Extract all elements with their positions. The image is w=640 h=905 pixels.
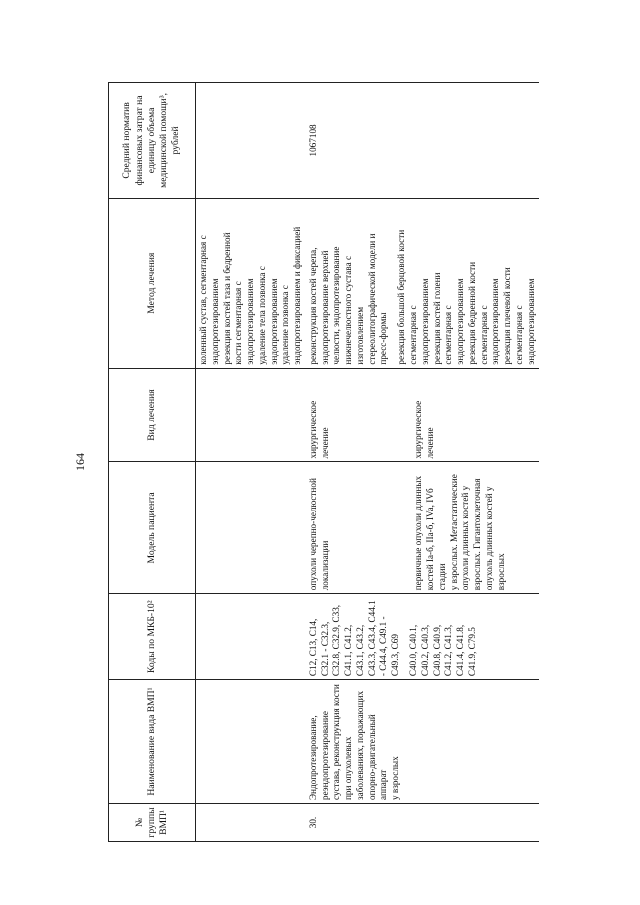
code-line: C40.0, C40.1, bbox=[408, 624, 419, 677]
method-line: реконструкция костей черепа, bbox=[307, 247, 318, 365]
code-line: C40.2, C40.3, bbox=[419, 624, 430, 677]
model-line: первичные опухоли длинных bbox=[413, 475, 424, 591]
method-line: эндопротезированием bbox=[490, 278, 501, 365]
method-line: сегментарная с bbox=[478, 305, 489, 365]
model-line: взрослых bbox=[495, 553, 506, 591]
codes-cell bbox=[306, 594, 540, 680]
code-line: C41.4, C41.8, bbox=[455, 624, 466, 677]
method-line: эндопротезированием bbox=[525, 278, 536, 365]
method-line: нижнечелюстного сустава с bbox=[343, 255, 354, 365]
model-line: костей Ia-б, IIa-б, IVa, IVб стадии bbox=[425, 488, 447, 591]
code-line: - C44.4, C49.1 - bbox=[378, 616, 389, 677]
method-line: сегментарная с bbox=[408, 305, 419, 365]
model-line: взрослых. Гигантоклеточная bbox=[472, 478, 483, 591]
code-line: C43.3, C43.4, C44.1 bbox=[366, 600, 377, 677]
method-cell bbox=[306, 198, 540, 368]
table-header-row bbox=[109, 83, 196, 842]
method-line: эндопротезированием bbox=[455, 278, 466, 365]
model-line: опухоль длинных костей у bbox=[484, 486, 495, 591]
model-line: у взрослых. Метастатические bbox=[448, 474, 459, 591]
model-cell bbox=[306, 462, 540, 594]
row-number: 30. bbox=[306, 804, 540, 842]
method-line: эндопротезированием bbox=[209, 278, 220, 365]
method-line: резекция костей таза и бедренной bbox=[221, 232, 232, 365]
method-line: эндопротезированием bbox=[268, 278, 279, 365]
row-name-cell bbox=[306, 680, 540, 804]
name-line: при опухолевых bbox=[343, 736, 354, 801]
method-line: эндопротезирование верхней bbox=[319, 250, 330, 365]
name-line: опорно-двигательный аппарат bbox=[366, 714, 389, 801]
table-row-30 bbox=[306, 83, 540, 842]
continuation-method-cell bbox=[196, 198, 306, 368]
code-line: C32.1 - C32.3, bbox=[319, 621, 330, 677]
name-line: заболеваниях, поражающих bbox=[354, 690, 365, 801]
header-type: Вид лечения bbox=[109, 368, 196, 462]
header-cost: Средний норматив финансовых затрат на единицу объема медицинской помощи³, рублей bbox=[109, 83, 196, 199]
method-line: эндопротезированием и фиксацией bbox=[292, 226, 303, 365]
model-line: опухоли длинных костей у bbox=[460, 485, 471, 591]
header-model: Модель пациента bbox=[109, 462, 196, 594]
method-line: сегментарная с bbox=[513, 305, 524, 365]
name-line: сустава, реконструкция кости bbox=[331, 684, 342, 801]
type-line: лечение bbox=[425, 427, 436, 459]
code-line: C12, C13, C14, bbox=[307, 618, 318, 677]
header-codes: Коды по МКБ-10² bbox=[109, 594, 196, 680]
vmp-table bbox=[108, 82, 539, 842]
type-line: лечение bbox=[319, 427, 330, 459]
type-line: хирургическое bbox=[307, 400, 318, 459]
type-line: хирургическое bbox=[413, 400, 424, 459]
method-line: изготовлением bbox=[354, 306, 365, 365]
header-group-no: № группы ВМП¹ bbox=[109, 804, 196, 842]
name-line: у взрослых bbox=[390, 756, 401, 801]
code-line: C43.1, C43.2, bbox=[354, 624, 365, 677]
code-line: C41.2, C41.3, bbox=[443, 624, 454, 677]
method-line: удаление тела позвонка с bbox=[256, 266, 267, 365]
method-line: сегментарная с bbox=[443, 305, 454, 365]
method-line: эндопротезированием bbox=[419, 278, 430, 365]
method-line: кости сегментарная с bbox=[233, 281, 244, 365]
method-line: стереолитографической модели и bbox=[366, 233, 377, 365]
model-line: опухоли черепно-челюстной bbox=[307, 478, 318, 591]
method-line: коленный сустав, сегментарная с bbox=[198, 235, 208, 365]
model-line: локализации bbox=[319, 540, 330, 591]
method-line: челюсти, эндопротезирование bbox=[331, 246, 342, 365]
method-line: резекция бедренной кости bbox=[466, 261, 477, 365]
code-line: C49.3, C69 bbox=[390, 634, 401, 677]
code-line: C40.8, C40.9, bbox=[431, 624, 442, 677]
header-name: Наименование вида ВМП¹ bbox=[109, 680, 196, 804]
method-line: удаление позвонка с bbox=[280, 285, 291, 365]
table-row-continuation bbox=[196, 83, 306, 842]
code-line: C32.8, C32.9, C33, bbox=[331, 604, 342, 677]
type-cell bbox=[306, 368, 540, 462]
method-line: пресс-формы bbox=[378, 312, 389, 365]
header-method: Метод лечения bbox=[109, 198, 196, 368]
method-line: эндопротезированием bbox=[245, 278, 256, 365]
method-line: резекция большой берцовой кости bbox=[396, 229, 407, 365]
code-line: C41.9, C79.5 bbox=[466, 627, 477, 677]
name-line: Эндопротезирование, bbox=[307, 715, 318, 801]
cost-cell: 1067108 bbox=[306, 83, 540, 199]
name-line: реэндопротезирование bbox=[319, 711, 330, 801]
rotated-page: 164 № группы ВМП¹ Наименование вида ВМП¹ Коды по МКБ-10² Модель пациента Вид лечения Метод лечения Средний норматив финансовых затрат на единицу объема медицинской помощи³, рублей коленный сустав, сегментарная с эндопротезированием резекция костей таза и бедренной кости сегментарная с эндопротезированием удаление тела позвонка с эндопротезированием удаление позвонка с эндопротезированием и фиксацией 30. Эндопротезирование, реэндопротезирование сустава, реконструкция кости при опухолевых заболеваниях, поражающих опорно-двигательный аппарат у взрослых C12, C13, C14, C32.1 - C32.3, C32.8, C32.9, C33, C41.1, C41.2, C43.1, C43.2, C43.3, C43.4, C44.1 - C44.4, C49.1 - C49.3, C69 C40.0, C40.1, C40.2, C40.3, C40.8, C40.9, C41.2, C41.3, C41.4, C41.8, C41.9, C79.5 опухоли черепно-челюстной локализации первичные опухоли длинных костей Ia-б, IIa-б, IVa, IVб стадии у взрослых. Метастатические опухоли длинных костей у взрослых. Гигантоклеточная опухоль длинных костей у взрослых хирургическое лечение хирургическое лечение реконструкция костей черепа, эндопротезирование верхней челюсти, эндопротезирование нижнечелюстного сустава с изготовлением стереолитографической модели и пресс-формы резекция большой берцовой кости сегментарная с эндопротезированием резекция костей голени сегментарная с эндопротезированием резекция бедренной кости сегментарная с эндопротезированием резекция плечевой кости сегментарная с эндопротезированием 1067108 bbox=[73, 82, 593, 842]
method-line: резекция костей голени bbox=[431, 272, 442, 365]
method-line: резекция плечевой кости bbox=[502, 267, 513, 365]
code-line: C41.1, C41.2, bbox=[343, 624, 354, 677]
